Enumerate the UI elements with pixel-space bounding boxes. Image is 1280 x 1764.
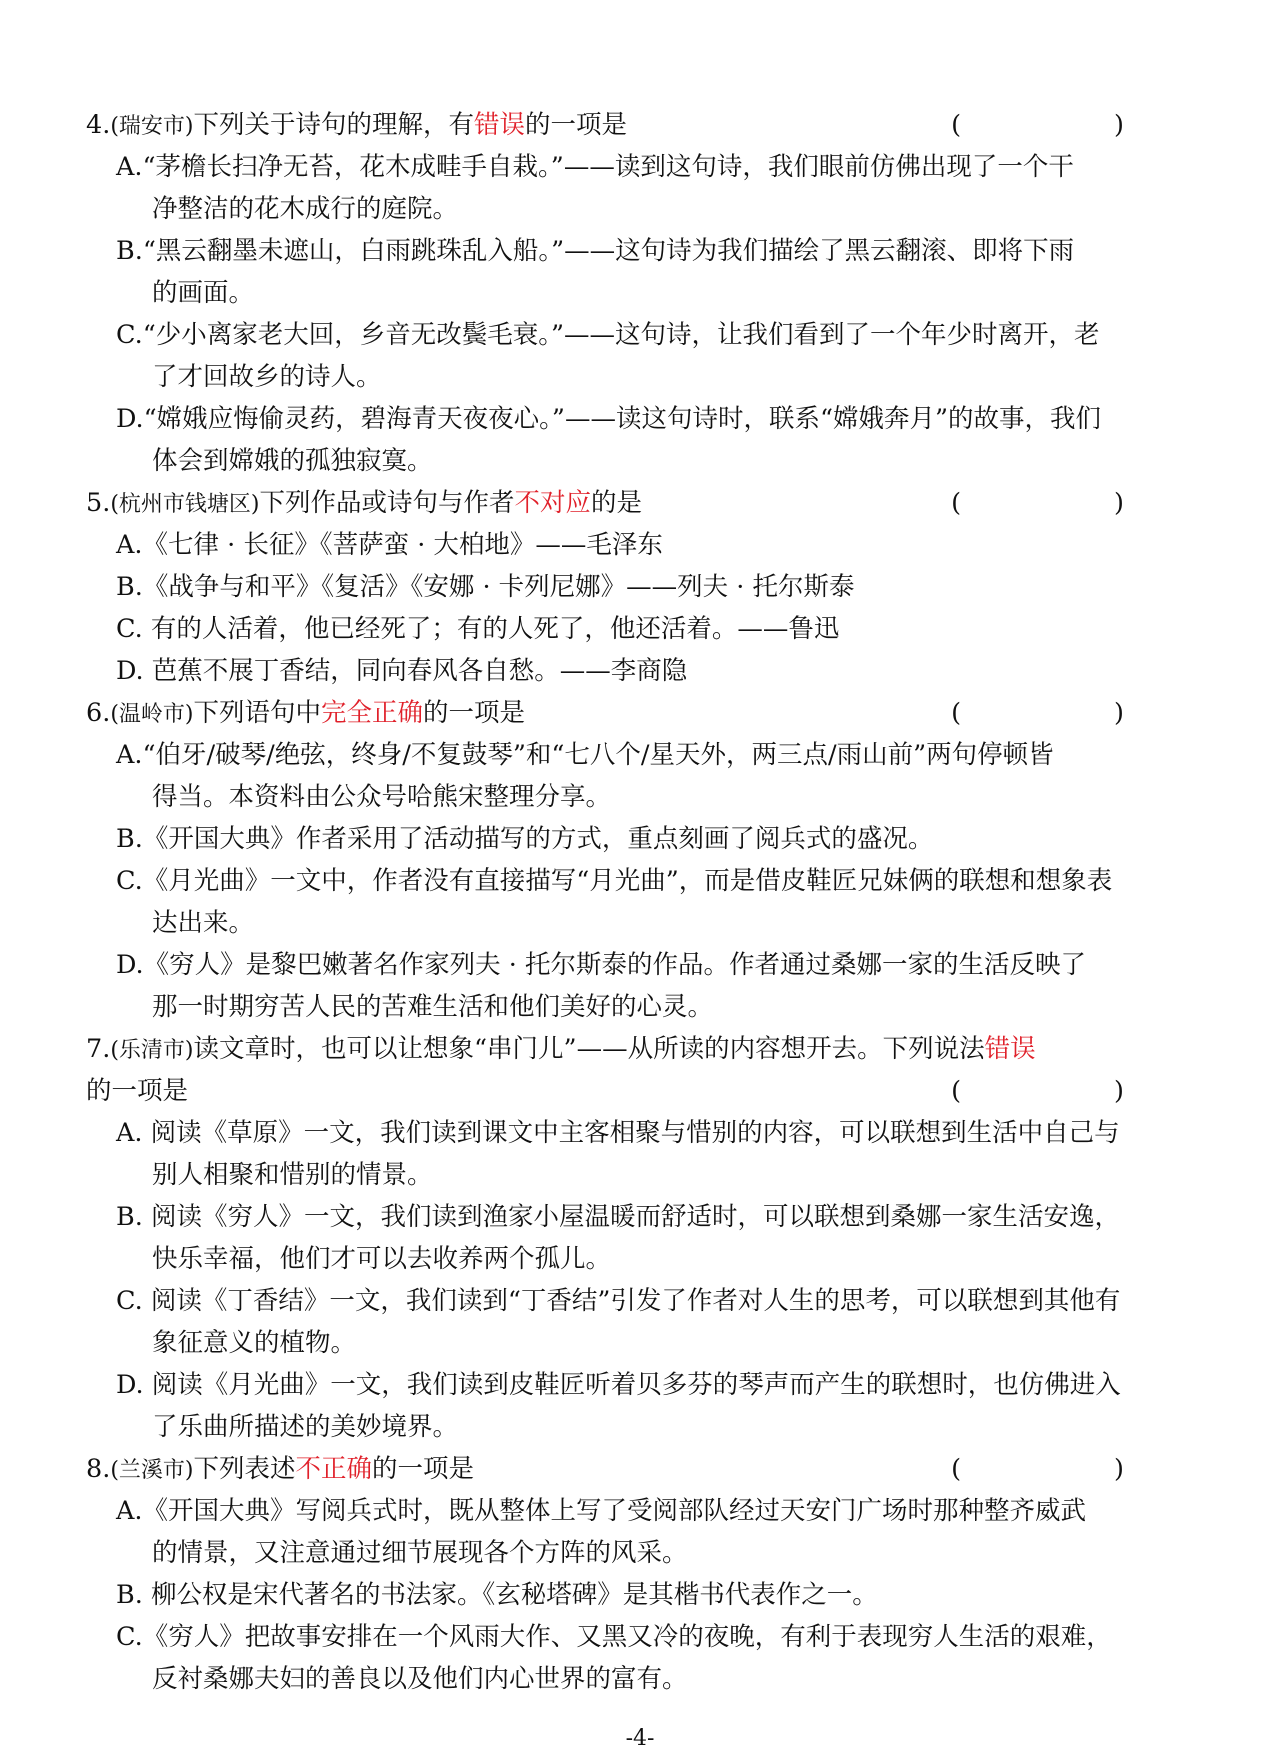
stem-highlight: 不对应 [514, 488, 592, 518]
option-d-continued: 那一时期穷苦人民的苦难生活和他们美好的心灵。 [152, 992, 714, 1022]
option-d: D. 芭蕉不展丁香结，同向春风各自愁。——李商隐 [116, 656, 688, 686]
option-b: B. 柳公权是宋代著名的书法家。《玄秘塔碑》是其楷书代表作之一。 [116, 1580, 878, 1610]
option-d: D.“嫦娥应悔偷灵药，碧海青天夜夜心。”——读这句诗时，联系“嫦娥奔月”的故事，我们 [116, 404, 1102, 434]
option-a: A.“茅檐长扫净无苔，花木成畦手自栽。”——读到这句诗，我们眼前仿佛出现了一个干 [116, 152, 1074, 182]
stem-text-line2: 的一项是 [86, 1076, 189, 1106]
option-a-continued: 净整洁的花木成行的庭院。 [152, 194, 459, 224]
stem-text: 下列关于诗句的理解，有 [193, 110, 475, 140]
stem-highlight: 完全正确 [321, 698, 424, 728]
question-stem [86, 482, 1158, 524]
option-c: C.“少小离家老大回，乡音无改鬓毛衰。”——这句诗，让我们看到了一个年少时离开，老 [116, 320, 1100, 350]
option-a-continued: 得当。本资料由公众号哈熊宋整理分享。 [152, 782, 612, 812]
question-source: (兰溪市) [110, 1458, 194, 1483]
option-a: A. 阅读《草原》一文，我们读到课文中主客相聚与惜别的内容，可以联想到生活中自己与 [116, 1118, 1120, 1148]
stem-highlight: 错误 [474, 110, 526, 140]
stem-text-after: 的是 [591, 488, 643, 518]
question-6 [86, 692, 1158, 1028]
option-a-continued: 别人相聚和惜别的情景。 [152, 1160, 433, 1190]
option-b: B. 阅读《穷人》一文，我们读到渔家小屋温暖而舒适时，可以联想到桑娜一家生活安逸， [116, 1202, 1120, 1232]
question-number: 7. [86, 1034, 111, 1064]
stem-highlight: 不正确 [295, 1454, 373, 1484]
option-c-continued: 达出来。 [152, 908, 255, 938]
question-7 [86, 1028, 1158, 1448]
option-c-continued: 象征意义的植物。 [152, 1328, 357, 1358]
answer-blank[interactable]: ( ) [951, 698, 1158, 728]
option-c-continued: 反衬桑娜夫妇的善良以及他们内心世界的富有。 [152, 1664, 688, 1694]
option-d-continued: 体会到嫦娥的孤独寂寞。 [152, 446, 433, 476]
option-b-continued: 的画面。 [152, 278, 255, 308]
option-d: D. 阅读《月光曲》一文，我们读到皮鞋匠听着贝多芬的琴声而产生的联想时，也仿佛进入 [116, 1370, 1121, 1400]
page-number: -4- [625, 1726, 655, 1751]
answer-blank[interactable]: ( ) [951, 110, 1158, 140]
question-number: 8. [86, 1454, 111, 1484]
question-stem-continued [86, 1070, 1158, 1112]
option-a-continued: 的情景，又注意通过细节展现各个方阵的风采。 [152, 1538, 688, 1568]
question-8 [86, 1448, 1158, 1700]
question-stem [86, 1448, 1158, 1490]
question-5 [86, 482, 1158, 692]
question-source: (瑞安市) [110, 114, 194, 139]
question-number: 5. [86, 488, 111, 518]
stem-text: 读文章时，也可以让想象“串门儿”——从所读的内容想开去。下列说法 [193, 1034, 985, 1064]
stem-text: 下列语句中 [193, 698, 322, 728]
option-d-continued: 了乐曲所描述的美妙境界。 [152, 1412, 459, 1442]
question-source: (温岭市) [110, 702, 194, 727]
question-stem [86, 692, 1158, 734]
question-stem [86, 104, 1158, 146]
stem-text-after: 的一项是 [423, 698, 526, 728]
option-c: C.《穷人》把故事安排在一个风雨大作、又黑又冷的夜晚，有利于表现穷人生活的艰难， [116, 1622, 1112, 1652]
option-a: A.《开国大典》写阅兵式时，既从整体上写了受阅部队经过天安门广场时那种整齐威武 [116, 1496, 1087, 1526]
question-source: (杭州市钱塘区) [110, 492, 260, 517]
option-b: B.《开国大典》作者采用了活动描写的方式，重点刻画了阅兵式的盛况。 [116, 824, 934, 854]
question-4 [86, 104, 1158, 482]
answer-blank[interactable]: ( ) [951, 1454, 1158, 1484]
stem-highlight: 错误 [984, 1034, 1036, 1064]
option-c: C.《月光曲》一文中，作者没有直接描写“月光曲”，而是借皮鞋匠兄妹俩的联想和想象表 [116, 866, 1113, 896]
option-c: C. 阅读《丁香结》一文，我们读到“丁香结”引发了作者对人生的思考，可以联想到其他有 [116, 1286, 1121, 1316]
option-b-continued: 快乐幸福，他们才可以去收养两个孤儿。 [152, 1244, 612, 1274]
question-number: 6. [86, 698, 111, 728]
stem-text: 下列表述 [193, 1454, 296, 1484]
answer-blank[interactable]: ( ) [951, 488, 1158, 518]
stem-text: 下列作品或诗句与作者 [259, 488, 515, 518]
stem-text-after: 的一项是 [525, 110, 628, 140]
option-d: D.《穷人》是黎巴嫩著名作家列夫 · 托尔斯泰的作品。作者通过桑娜一家的生活反映了 [116, 950, 1086, 980]
stem-text-after: 的一项是 [372, 1454, 475, 1484]
answer-blank[interactable]: ( ) [951, 1076, 1158, 1106]
question-source: (乐清市) [110, 1038, 194, 1063]
option-a: A.“伯牙/破琴/绝弦，终身/不复鼓琴”和“七八个/星天外，两三点/雨山前”两句停顿皆 [116, 740, 1054, 770]
question-number: 4. [86, 110, 111, 140]
option-c-continued: 了才回故乡的诗人。 [152, 362, 382, 392]
question-stem [86, 1028, 1158, 1070]
option-a: A.《七律 · 长征》《菩萨蛮 · 大柏地》——毛泽东 [116, 530, 663, 560]
question-list [86, 104, 1158, 1700]
option-b: B.《战争与和平》《复活》《安娜 · 卡列尼娜》——列夫 · 托尔斯泰 [116, 572, 855, 602]
option-b: B.“黑云翻墨未遮山，白雨跳珠乱入船。”——这句诗为我们描绘了黑云翻滚、即将下雨 [116, 236, 1075, 266]
option-c: C. 有的人活着，他已经死了；有的人死了，他还活着。——鲁迅 [116, 614, 840, 644]
